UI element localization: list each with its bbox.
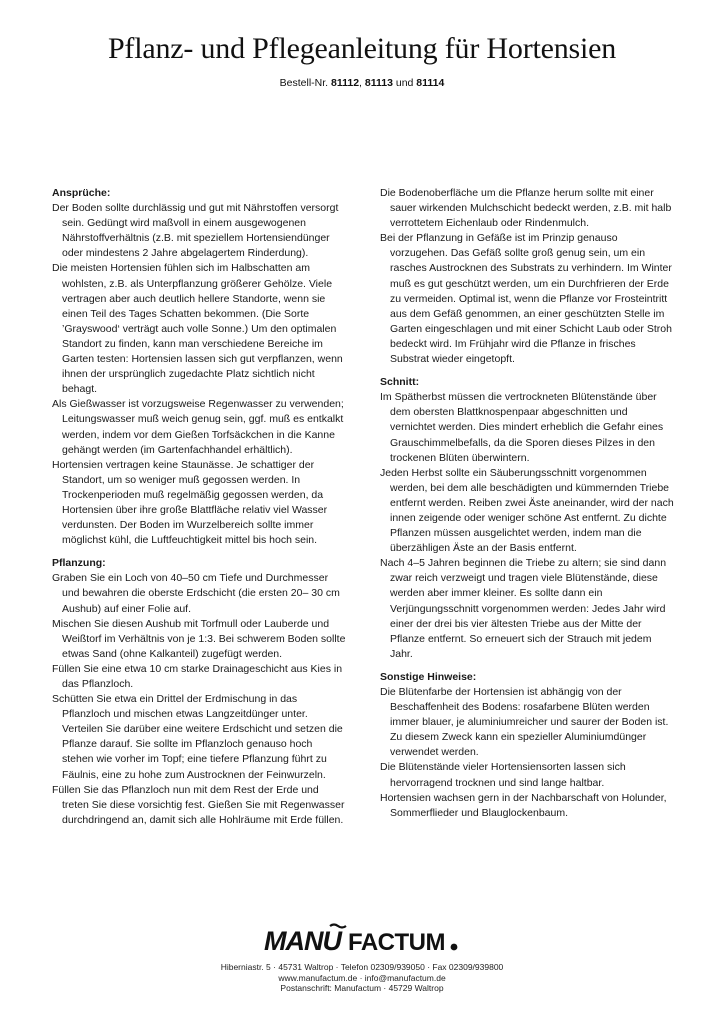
logo-part-factum: FACTUM [348,929,445,956]
paragraph: Füllen Sie das Pflanzloch nun mit dem Rest der Erde und treten Sie diese vorsichtig fest. Gießen Sie mit Regenwasser durchdringend an, damit sich alle Hohlräume mit Erde füllen. [52,783,345,826]
paragraph: Graben Sie ein Loch von 40–50 cm Tiefe und Durchmesser und bewahren die oberste Erdschicht (die ersten 20– 30 cm Aushub) auf einer Folie auf. [52,572,340,615]
section-schnitt [380,375,674,662]
paragraph: Die Bodenoberfläche um die Pflanze herum sollte mit einer sauer wirkenden Mulchschicht bedeckt werden, z.B. mit halb verrottetem Eichenlaub oder Rindenmulch. [380,187,672,230]
paragraph: Jeden Herbst sollte ein Säuberungsschnitt vorgenommen werden, bei dem alle beschädigten und kümmernden Triebe entfernt werden. Reiben zwei Äste aneinander, wird der nach innen zeigende oder weniger schöne Ast entfernt. Zu dichte Pflanzen müssen ausgelichtet werden, indem man die überzähligen Äste an der Basis entfernt. [380,466,674,555]
paragraph: Als Gießwasser ist vorzugsweise Regenwasser zu verwenden; Leitungswasser muß weich genug sein, ggf. muß es entkalkt werden, indem vor dem Gießen Torfsäckchen in die Kanne gehängt werden (im Gartenfachhandel erhältlich). [52,398,344,456]
logo-dot [451,944,458,951]
footer-line: Hiberniastr. 5 · 45731 Waltrop · Telefon 02309/939050 · Fax 02309/939800 [220,962,504,972]
order-separator: , [359,77,365,89]
section-ansprueche [52,186,346,548]
paragraph: Nach 4–5 Jahren beginnen die Triebe zu altern; sie sind dann zwar reich verzweigt und tragen viele Blütenstände, diese werden aber immer kleiner. Es sollte dann ein Verjüngungsschnitt vorgenommen werden: Jedes Jahr wird einer der drei bis vier ältesten Triebe aus der Mitte der Pflanze entfernt. So erneuert sich der Strauch mit jedem Jahr. [380,557,667,660]
order-numbers [0,77,724,89]
manufactum-logo [0,922,724,956]
section-heading: Pflanzung: [52,557,106,570]
left-column [52,186,346,836]
section-heading: Sonstige Hinweise: [380,670,477,683]
section-heading: Ansprüche: [52,187,111,199]
paragraph: Die Blütenstände vieler Hortensiensorten lassen sich hervorragend trocknen und sind lange haltbar. [380,761,626,789]
paragraph: Hortensien vertragen keine Staunässe. Je schattiger der Standort, um so weniger muß gegossen werden. In Trockenperioden muß regelmäßig gegossen werden, da Hortensien über ihre große Blattfläche relativ viel Wasser verdunsten. Der Boden im Wurzelbereich sollte immer möglichst kühl, die Luftfeuchtigkeit mittel bis hoch sein. [52,458,328,547]
order-number: 81112 [331,77,360,89]
paragraph: Der Boden sollte durchlässig und gut mit Nährstoffen versorgt sein. Gedüngt wird maßvoll in einem ausgewogenen Nährstoffverhältnis (z.B. mit speziellem Hortensiendünger oder mindestens 2 Jahre abgelagertem Rinderdung). [52,202,339,260]
paragraph: Hortensien wachsen gern in der Nachbarschaft von Holunder, Sommerflieder und Blauglockenbaum. [380,791,667,819]
section-pflanzung-continued [380,186,674,367]
paragraph: Bei der Pflanzung in Gefäße ist im Prinzip genauso vorzugehen. Das Gefäß sollte groß genug sein, um ein rasches Austrocknen des Substrats zu verhindern. Im Winter muß es gut geschützt werden, um ein Durchfrieren der Erde zu vermeiden. Optimal ist, wenn die Pflanze vor Frosteintritt aus dem Gefäß genommen, an einer geschützten Stelle im Garten eingeschlagen und mit einer Schicht Laub oder Stroh bedeckt wird. Im Frühjahr wird die Pflanze in frisches Substrat wieder eingetopft. [380,232,672,366]
paragraph: Füllen Sie eine etwa 10 cm starke Drainageschicht aus Kies in das Pflanzloch. [52,662,343,690]
footer-line: Postanschrift: Manufactum · 45729 Waltrop [280,983,444,993]
footer-line: www.manufactum.de · info@manufactum.de [278,972,446,983]
section-sonstige-hinweise [380,670,674,821]
page-title: Pflanz- und Pflegeanleitung für Hortensien [107,32,617,65]
paragraph: Im Spätherbst müssen die vertrockneten Blütenstände über dem obersten Blattknospenpaar abgeschnitten und vernichtet werden. Dies mindert erheblich die Gefahr eines Grauschimmelbefalls, da die Sporen dieses Pilzes in den trockenen Blüten überwintern. [380,391,664,464]
paragraph: Die meisten Hortensien fühlen sich im Halbschatten am wohlsten, z.B. als Unterpflanzung größerer Gehölze. Viele vertragen aber auch deutlich hellere Standorte, wenn sie einen Teil des Tages Schatten bekommen. (Die Sorte ’Grayswood‘ verträgt auch volle Sonne.) Um den optimalen Standort zu finden, kann man verschiedene Bereiche im Garten testen: Hortensien lassen sich gut verpflanzen, wenn ihnen der ursprünglich zugedachte Platz sichtlich nicht behagt. [52,262,343,396]
order-separator: und [392,77,417,89]
footer-address [0,962,724,994]
logo-wordmark [262,922,462,956]
logo-part-manu: MANU [264,926,341,956]
order-number: 81113 [364,77,393,89]
paragraph: Mischen Sie diesen Aushub mit Torfmull oder Lauberde und Weißtorf im Verhältnis von je 1:3. Bei schwerem Boden sollte etwas Sand (ohne Kalkanteil) zugefügt werden. [52,617,346,660]
order-number: 81114 [416,77,445,89]
right-column [380,186,674,829]
paragraph: Schütten Sie etwa ein Drittel der Erdmischung in das Pflanzloch und mischen etwas Langzeitdünger unter. Verteilen Sie darüber eine weitere Erdschicht und setzen die Pflanze darauf. Sie sollte im Pflanzloch genauso hoch stehen wie vorher im Topf; eine tiefere Pflanzung führt zu Fäulnis, eine zu hohe zum Austrocknen der Feinwurzeln. [52,693,343,781]
paragraph: Die Blütenfarbe der Hortensien ist abhängig von der Beschaffenheit des Bodens: rosafarbene Blüten werden immer blauer, je aluminiumreicher und saurer der Boden ist. Zu diesem Zweck kann ein spezieller Aluminiumdünger verwendet werden. [380,686,669,759]
order-prefix: Bestell-Nr. [279,77,331,89]
section-pflanzung [52,556,346,828]
section-heading: Schnitt: [380,376,420,389]
